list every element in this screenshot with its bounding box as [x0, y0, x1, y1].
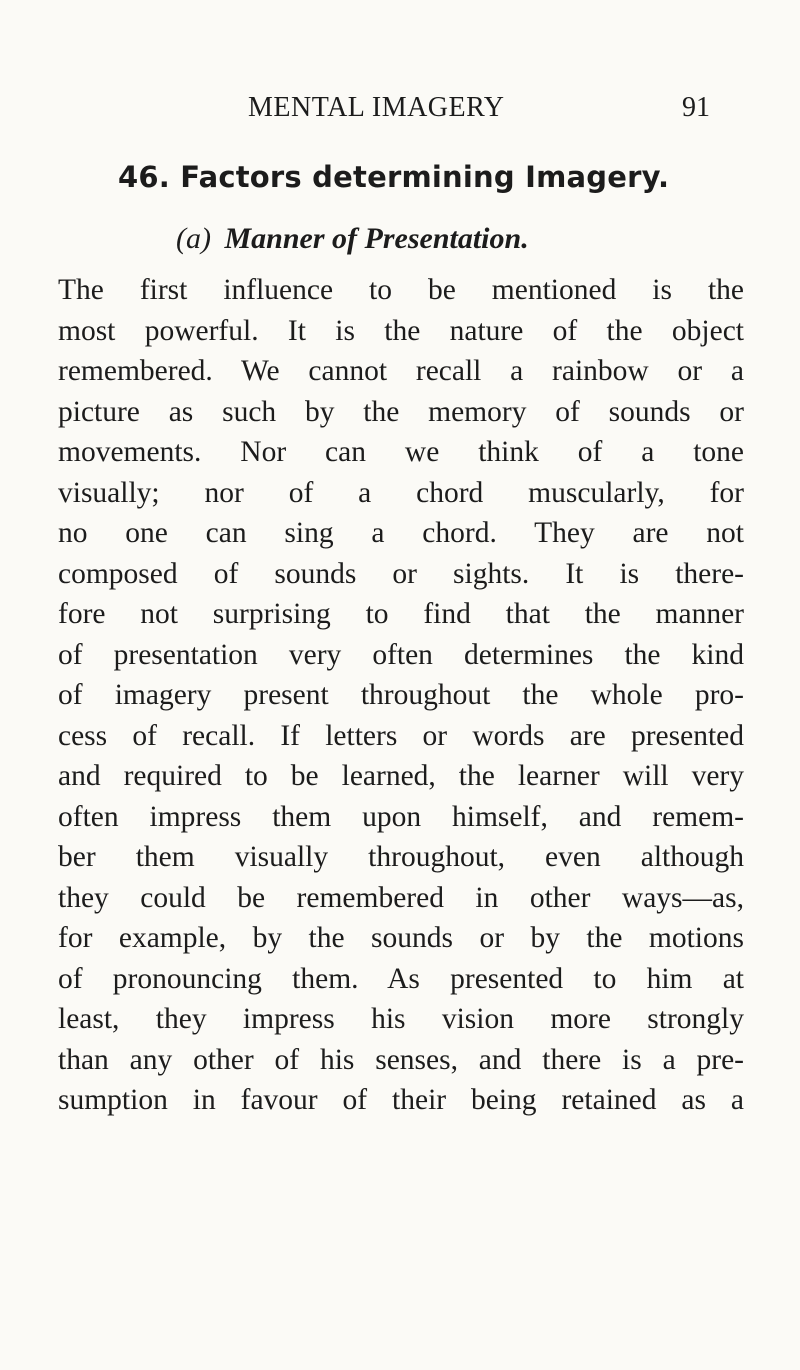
text-line: fore not surprising to find that the manner [58, 598, 744, 630]
text-line: and required to be learned, the learner will very [58, 760, 744, 792]
subsection-heading [176, 222, 529, 256]
text-line: The first influence to be mentioned is the [58, 274, 744, 306]
page-number: 91 [682, 92, 710, 123]
text-line: most powerful. It is the nature of the object [58, 314, 744, 347]
body-paragraph [58, 270, 744, 1121]
text-line: ber them visually throughout, even although [58, 841, 744, 873]
text-line: no one can sing a chord. They are not [58, 517, 744, 549]
running-head [0, 92, 800, 132]
text-line: composed of sounds or sights. It is there- [58, 557, 744, 590]
text-line: for example, by the sounds or by the motions [58, 922, 744, 954]
text-line: than any other of his senses, and there is a pre- [58, 1043, 744, 1076]
text-line: picture as such by the memory of sounds or [58, 395, 744, 428]
subsection-marker: (a) [176, 222, 211, 255]
text-line: least, they impress his vision more strongly [58, 1003, 744, 1035]
text-line: they could be remembered in other ways—as, [58, 881, 744, 914]
section-heading: 46. Factors determining Imagery. [118, 160, 670, 194]
text-line: of pronouncing them. As presented to him at [58, 962, 744, 995]
text-line: movements. Nor can we think of a tone [58, 436, 744, 468]
text-line: remembered. We cannot recall a rainbow or a [58, 355, 744, 387]
subsection-title: Manner of Presentation. [224, 222, 529, 255]
running-title: MENTAL IMAGERY [248, 92, 505, 123]
text-line: often impress them upon himself, and remem- [58, 800, 744, 833]
text-line: of presentation very often determines the kind [58, 638, 744, 671]
text-line: cess of recall. If letters or words are presented [58, 719, 744, 752]
text-line: visually; nor of a chord muscularly, for [58, 476, 744, 509]
text-line: of imagery present throughout the whole pro- [58, 679, 744, 711]
text-line: sumption in favour of their being retained as a [58, 1084, 744, 1116]
